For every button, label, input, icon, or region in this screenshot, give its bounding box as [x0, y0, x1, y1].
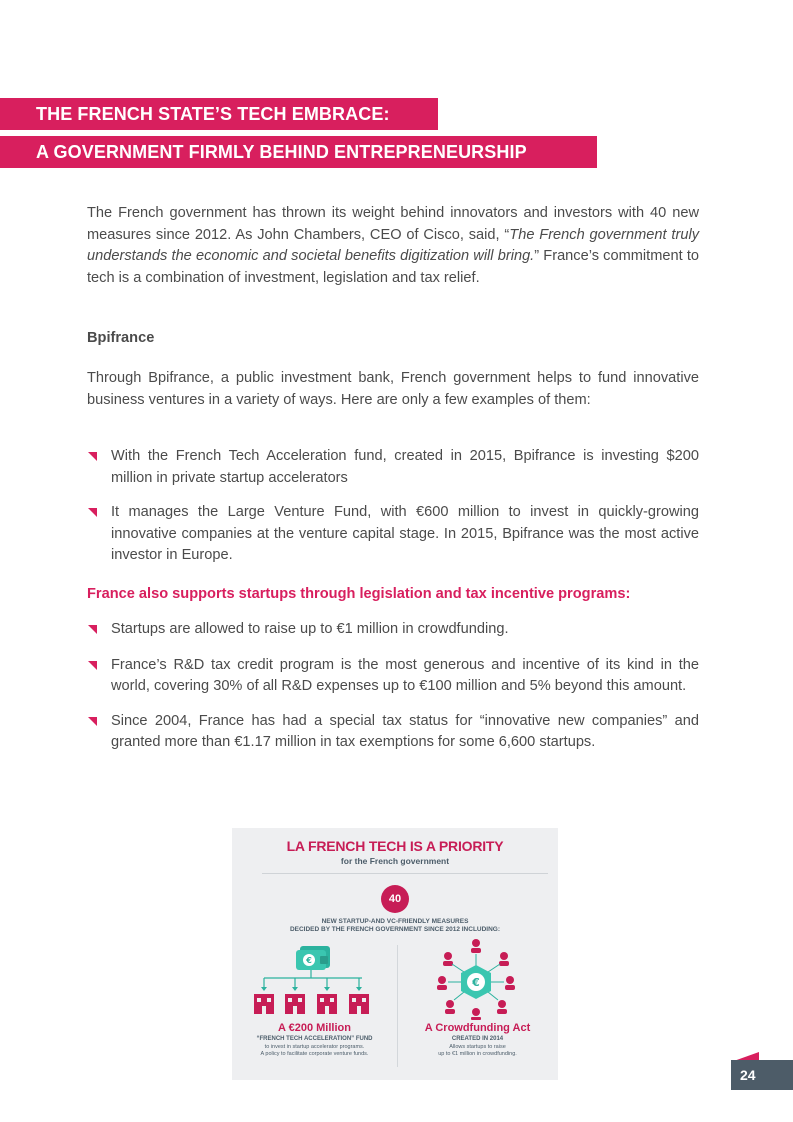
list-item-text: With the French Tech Acceleration fund, created in 2015, Bpifrance is investing $200 million in private startup accelerators	[111, 448, 699, 486]
bullet-triangle-icon	[88, 625, 97, 634]
infographic-divider-line	[262, 873, 548, 874]
measures-caption-line-2: DECIDED BY THE FRENCH GOVERNMENT SINCE 2012 INCLUDING:	[289, 926, 501, 933]
list-item-text: Startups are allowed to raise up to €1 million in crowdfunding.	[111, 621, 509, 637]
infographic-subtitle: for the French government	[340, 856, 450, 866]
list-item	[87, 655, 699, 698]
crowdfunding-caption-description	[397, 1044, 558, 1058]
fund-caption-subtitle: “FRENCH TECH ACCELERATION” FUND	[256, 1036, 373, 1042]
intro-quote: The French government truly understands the economic and societal benefits digitization will bring.	[87, 226, 700, 264]
bullet-triangle-icon	[88, 508, 97, 517]
list-item-text: Since 2004, France has had a special tax status for “innovative new companies” and granted more than €1.17 million in tax exemptions for some 6,600 startups.	[111, 712, 699, 750]
bpifrance-list	[87, 446, 699, 567]
intro-text-before: The French government has thrown its weight behind innovators and investors with 40 new measures since 2012. As John Chambers, CEO of Cisco, said, “	[87, 205, 699, 243]
fund-caption-description	[232, 1044, 397, 1058]
measures-count-badge: 40	[381, 885, 409, 913]
fund-caption-line-1: to invest in startup accelerator programs.	[264, 1044, 365, 1050]
infographic-title: LA FRENCH TECH IS A PRIORITY	[286, 838, 504, 854]
intro-text-after: ” France’s commitment to tech is a combination of investment, legislation and tax relief.	[87, 248, 700, 286]
fund-caption-title: A €200 Million	[278, 1022, 351, 1034]
crowdfunding-caption-title: A Crowdfunding Act	[424, 1022, 531, 1034]
list-item	[87, 619, 699, 641]
building-icon	[254, 994, 369, 1014]
bpifrance-heading: Bpifrance	[87, 330, 155, 346]
measures-caption	[272, 918, 518, 934]
distribution-arrows	[264, 970, 362, 988]
list-item-text: It manages the Large Venture Fund, with €600 million to invest in quickly-growing innovative companies at the venture capital stage. In 2015, Bpifrance was the most active investor in Europe.	[111, 504, 699, 563]
wallet-euro-icon	[296, 946, 330, 970]
bullet-triangle-icon	[88, 717, 97, 726]
section-title-line-2: A GOVERNMENT FIRMLY BEHIND ENTREPRENEURSHIP	[0, 136, 597, 168]
list-item	[87, 711, 699, 754]
bullet-triangle-icon	[88, 452, 97, 461]
list-item	[87, 446, 699, 489]
euro-coin-icon	[461, 965, 491, 999]
list-item	[87, 502, 699, 567]
crowdfunding-caption-subtitle: CREATED IN 2014	[451, 1036, 504, 1042]
arrow-heads	[261, 987, 362, 991]
svg-text:€: €	[472, 976, 480, 989]
crowdfunding-caption-line-1: Allows startups to raise	[449, 1044, 506, 1050]
bullet-triangle-icon	[88, 661, 97, 670]
svg-text:€: €	[306, 956, 312, 965]
page-number: 24	[731, 1060, 793, 1090]
bpifrance-intro: Through Bpifrance, a public investment bank, French government helps to fund innovative business ventures in a variety of ways. Here are only a few examples of them:	[87, 370, 699, 408]
legislation-list	[87, 619, 699, 754]
fund-caption-line-2: A policy to facilitate corporate venture funds.	[260, 1051, 369, 1057]
french-tech-infographic	[232, 828, 558, 1080]
intro-paragraph	[87, 203, 699, 289]
legislation-heading: France also supports startups through legislation and tax incentive programs:	[87, 586, 631, 602]
section-title-line-1: THE FRENCH STATE’S TECH EMBRACE:	[0, 98, 438, 130]
crowdfunding-graphic	[436, 936, 516, 1020]
crowdfunding-caption-line-2: up to €1 million in crowdfunding.	[438, 1051, 517, 1057]
list-item-text: France’s R&D tax credit program is the most generous and incentive of its kind in the world, covering 30% of all R&D expenses up to €100 million and 5% beyond this amount.	[111, 656, 699, 694]
acceleration-fund-graphic	[252, 942, 377, 1020]
measures-caption-line-1: NEW STARTUP-AND VC-FRIENDLY MEASURES	[321, 918, 469, 925]
